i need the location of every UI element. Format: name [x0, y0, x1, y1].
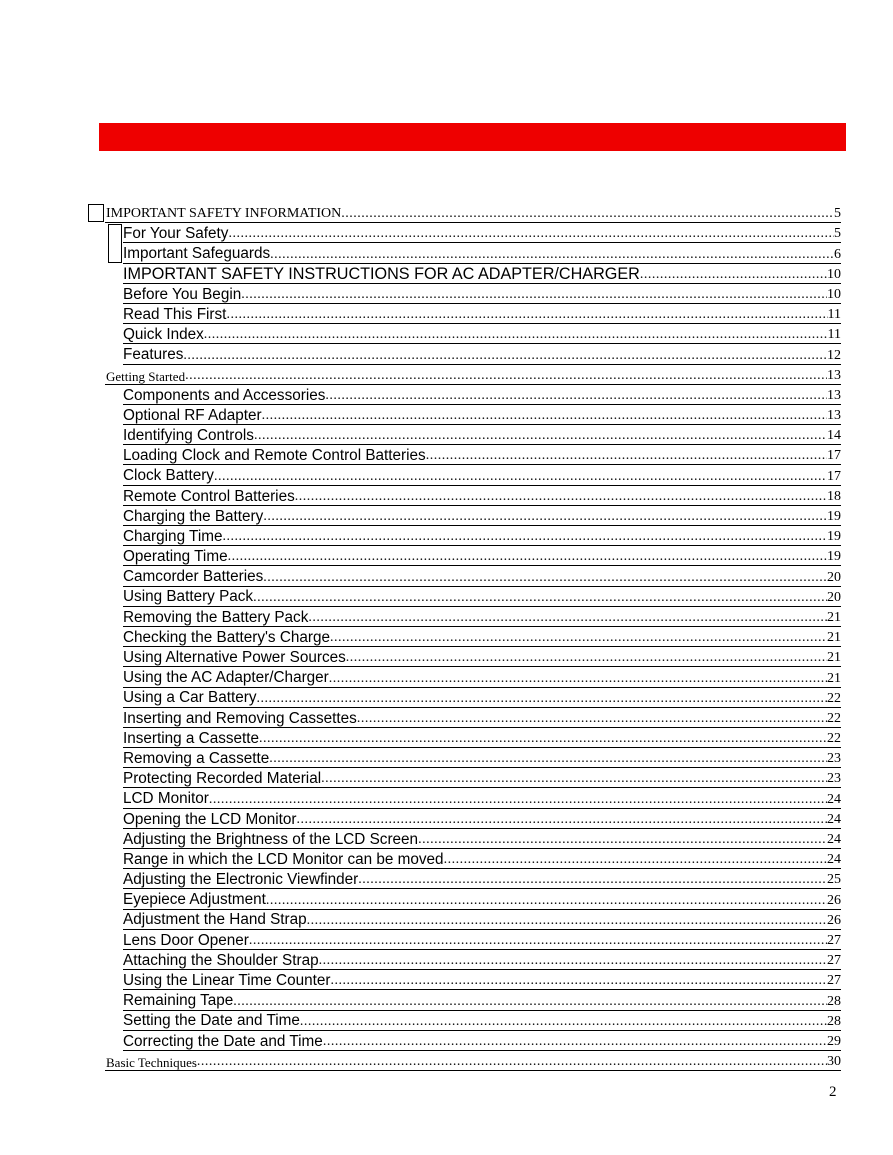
toc-dot-leader	[357, 712, 827, 727]
toc-entry-page: 5	[834, 226, 841, 242]
toc-entry-title: Read This First	[123, 305, 227, 323]
toc-entry-page: 21	[827, 650, 841, 666]
toc-entry-title: Identifying Controls	[123, 426, 254, 444]
toc-entry-page: 21	[827, 670, 841, 686]
toc-entry-title: Using Alternative Power Sources	[123, 649, 346, 667]
toc-entry-page: 26	[827, 892, 841, 908]
toc-entry-title: Remote Control Batteries	[123, 487, 295, 505]
toc-entry[interactable]	[123, 970, 841, 990]
toc-entry[interactable]	[123, 284, 841, 304]
toc-dot-leader	[330, 974, 827, 989]
toc-entry-title: Eyepiece Adjustment	[123, 891, 266, 909]
toc-entry-title: Range in which the LCD Monitor can be moved	[123, 850, 444, 868]
toc-dot-leader	[254, 429, 827, 444]
toc-entry-page: 24	[827, 832, 841, 847]
toc-entry[interactable]	[123, 264, 841, 284]
toc-entry[interactable]	[123, 486, 841, 506]
toc-dot-leader	[329, 672, 827, 687]
toc-entry-title: Charging Time	[123, 527, 223, 545]
toc-entry-page: 5	[834, 206, 841, 222]
toc-entry-page: 24	[827, 811, 841, 827]
toc-entry-page: 19	[827, 509, 841, 524]
toc-entry-title: Remaining Tape	[123, 992, 234, 1010]
toc-entry-title: Camcorder Batteries	[123, 568, 264, 586]
toc-entry-title: Using a Car Battery	[123, 689, 257, 707]
toc-entry-title: Using the Linear Time Counter	[123, 972, 331, 990]
toc-entry-title: Using the AC Adapter/Charger	[123, 669, 329, 687]
toc-entry[interactable]	[123, 809, 841, 829]
toc-dot-leader	[204, 328, 828, 343]
toc-entry[interactable]	[123, 788, 841, 808]
toc-entry-page: 22	[827, 690, 841, 706]
toc-entry-page: 27	[827, 973, 841, 989]
toc-entry-page: 29	[827, 1033, 841, 1049]
toc-entry-title: Quick Index	[123, 326, 204, 344]
toc-entry[interactable]	[123, 405, 841, 425]
toc-entry-page: 13	[827, 408, 841, 424]
toc-entry-title: Clock Battery	[123, 467, 214, 485]
toc-dot-leader	[358, 873, 827, 888]
toc-entry[interactable]	[123, 526, 841, 546]
toc-entry-title: IMPORTANT SAFETY INFORMATION	[106, 206, 342, 222]
toc-entry-page: 18	[827, 488, 841, 504]
toc-dot-leader	[253, 591, 827, 606]
toc-dot-leader	[341, 207, 834, 222]
toc-entry[interactable]	[123, 728, 841, 748]
toc-dot-leader	[266, 894, 827, 909]
toc-entry[interactable]	[105, 365, 841, 385]
toc-entry-title: LCD Monitor	[123, 790, 209, 808]
toc-entry[interactable]	[123, 344, 841, 364]
toc-entry-title: Important Safeguards	[123, 245, 271, 263]
toc-entry[interactable]	[123, 445, 841, 465]
toc-entry[interactable]	[123, 849, 841, 869]
toc-entry[interactable]	[123, 627, 841, 647]
toc-entry-title: Components and Accessories	[123, 386, 326, 404]
toc-checkbox	[88, 204, 104, 222]
toc-entry[interactable]	[123, 990, 841, 1010]
toc-entry-title: Getting Started	[106, 368, 186, 384]
toc-entry-page: 30	[827, 1054, 841, 1070]
toc-entry-title: Features	[123, 346, 184, 364]
toc-entry-title: Opening the LCD Monitor	[123, 810, 297, 828]
toc-dot-leader	[228, 550, 827, 565]
toc-entry-page: 6	[834, 246, 841, 262]
toc-entry-page: 21	[827, 609, 841, 625]
toc-entry[interactable]	[123, 688, 841, 708]
toc-dot-leader	[426, 449, 827, 464]
toc-dot-leader	[256, 692, 827, 707]
toc-dot-leader	[319, 954, 827, 969]
toc-dot-leader	[418, 833, 827, 848]
toc-entry-title: Removing a Cassette	[123, 749, 270, 767]
toc-entry-title: Operating Time	[123, 548, 228, 566]
toc-entry[interactable]	[123, 223, 841, 243]
toc-entry[interactable]	[123, 869, 841, 889]
toc-dot-leader	[300, 1015, 827, 1030]
toc-dot-leader	[325, 389, 827, 404]
toc-entry-title: Checking the Battery's Charge	[123, 628, 330, 646]
toc-entry-page: 24	[827, 852, 841, 868]
toc-entry-title: Adjusting the Brightness of the LCD Screen	[123, 830, 419, 848]
toc-entry[interactable]	[123, 1031, 841, 1051]
toc-entry[interactable]	[123, 1011, 841, 1031]
toc-entry[interactable]	[123, 385, 841, 405]
toc-entry-page: 11	[827, 307, 841, 323]
toc-entry-title: Loading Clock and Remote Control Batteries	[123, 447, 426, 465]
toc-dot-leader	[185, 369, 827, 384]
toc-entry-page: 20	[827, 569, 841, 585]
toc-entry-page: 27	[827, 932, 841, 948]
toc-entry-page: 14	[827, 428, 841, 444]
toc-dot-leader	[295, 490, 827, 505]
toc-entry-page: 11	[827, 327, 841, 343]
table-of-contents	[105, 203, 841, 1071]
toc-entry-title: Lens Door Opener	[123, 931, 249, 949]
toc-entry-title: Before You Begin	[123, 285, 242, 303]
toc-entry-title: Adjustment the Hand Strap	[123, 911, 307, 929]
toc-entry-title: Using Battery Pack	[123, 588, 254, 606]
toc-entry[interactable]	[123, 667, 841, 687]
toc-entry[interactable]	[123, 324, 841, 344]
toc-dot-leader	[209, 793, 827, 808]
toc-entry-page: 25	[827, 872, 841, 888]
toc-entry[interactable]	[123, 647, 841, 667]
toc-entry[interactable]	[123, 748, 841, 768]
toc-entry-title: Optional RF Adapter	[123, 406, 262, 424]
toc-entry-title: Charging the Battery	[123, 507, 264, 525]
toc-dot-leader	[346, 651, 827, 666]
toc-dot-leader	[197, 1055, 827, 1070]
toc-entry-page: 23	[827, 751, 841, 767]
toc-entry[interactable]	[123, 425, 841, 445]
toc-entry[interactable]	[123, 607, 841, 627]
toc-entry[interactable]	[123, 566, 841, 586]
toc-dot-leader	[259, 732, 827, 747]
toc-entry[interactable]	[123, 889, 841, 909]
toc-entry-title: Attaching the Shoulder Strap	[123, 951, 319, 969]
toc-entry[interactable]	[105, 203, 841, 223]
toc-entry-page: 27	[827, 953, 841, 969]
toc-dot-leader	[214, 470, 827, 485]
toc-entry-title: For Your Safety	[123, 225, 229, 243]
toc-entry[interactable]	[123, 587, 841, 607]
toc-entry-title: IMPORTANT SAFETY INSTRUCTIONS FOR AC ADAPTER/CHARGER	[123, 264, 640, 283]
toc-dot-leader	[222, 530, 827, 545]
toc-entry-page: 10	[827, 286, 841, 302]
toc-dot-leader	[444, 853, 827, 868]
toc-entry-page: 26	[827, 912, 841, 928]
toc-entry-page: 22	[827, 710, 841, 726]
toc-dot-leader	[241, 288, 827, 303]
page-number: 2	[829, 1084, 837, 1100]
toc-dot-leader	[263, 571, 827, 586]
toc-dot-leader	[226, 308, 827, 323]
toc-dot-leader	[330, 631, 827, 646]
toc-dot-leader	[262, 409, 827, 424]
toc-entry-page: 20	[827, 589, 841, 605]
toc-entry[interactable]	[123, 910, 841, 930]
toc-dot-leader	[640, 268, 827, 283]
toc-entry[interactable]	[123, 768, 841, 788]
toc-dot-leader	[269, 752, 827, 767]
toc-entry-page: 19	[827, 549, 841, 565]
toc-dot-leader	[263, 510, 827, 525]
toc-entry-title: Inserting a Cassette	[123, 729, 260, 747]
toc-entry-title: Protecting Recorded Material	[123, 770, 322, 788]
toc-entry-page: 13	[827, 367, 841, 383]
toc-entry[interactable]	[123, 243, 841, 263]
toc-dot-leader	[249, 934, 827, 949]
toc-entry-page: 23	[827, 771, 841, 787]
toc-entry[interactable]	[123, 465, 841, 485]
toc-dot-leader	[308, 611, 827, 626]
toc-entry-title: Inserting and Removing Cassettes	[123, 709, 357, 727]
toc-dot-leader	[323, 1035, 827, 1050]
toc-entry-title: Removing the Battery Pack	[123, 608, 309, 626]
toc-dot-leader	[228, 227, 834, 242]
toc-entry[interactable]	[123, 506, 841, 526]
header-red-bar	[99, 123, 846, 151]
toc-dot-leader	[183, 349, 827, 364]
toc-entry[interactable]	[123, 708, 841, 728]
toc-entry-page: 28	[827, 993, 841, 1009]
toc-entry-page: 17	[827, 468, 841, 484]
toc-entry-page: 13	[827, 387, 841, 403]
toc-entry-page: 19	[827, 529, 841, 545]
toc-entry-title: Basic Techniques	[106, 1055, 197, 1071]
toc-dot-leader	[307, 914, 827, 929]
toc-entry-page: 22	[827, 731, 841, 747]
toc-entry-title: Correcting the Date and Time	[123, 1032, 323, 1050]
toc-dot-leader	[321, 772, 827, 787]
toc-entry-page: 24	[827, 791, 841, 807]
toc-entry-page: 12	[827, 347, 841, 363]
toc-dot-leader	[233, 995, 827, 1010]
toc-entry-page: 28	[827, 1013, 841, 1029]
toc-entry[interactable]	[123, 950, 841, 970]
toc-entry-title: Adjusting the Electronic Viewfinder	[123, 871, 359, 889]
toc-dot-leader	[296, 813, 827, 828]
toc-entry[interactable]	[123, 829, 841, 849]
toc-entry-title: Setting the Date and Time	[123, 1012, 300, 1030]
toc-entry[interactable]	[105, 1051, 841, 1071]
toc-entry[interactable]	[123, 546, 841, 566]
toc-entry-page: 10	[827, 266, 841, 282]
toc-dot-leader	[270, 248, 834, 263]
toc-entry-page: 17	[827, 448, 841, 464]
toc-entry-page: 21	[827, 630, 841, 646]
toc-entry[interactable]	[123, 304, 841, 324]
toc-entry[interactable]	[123, 930, 841, 950]
